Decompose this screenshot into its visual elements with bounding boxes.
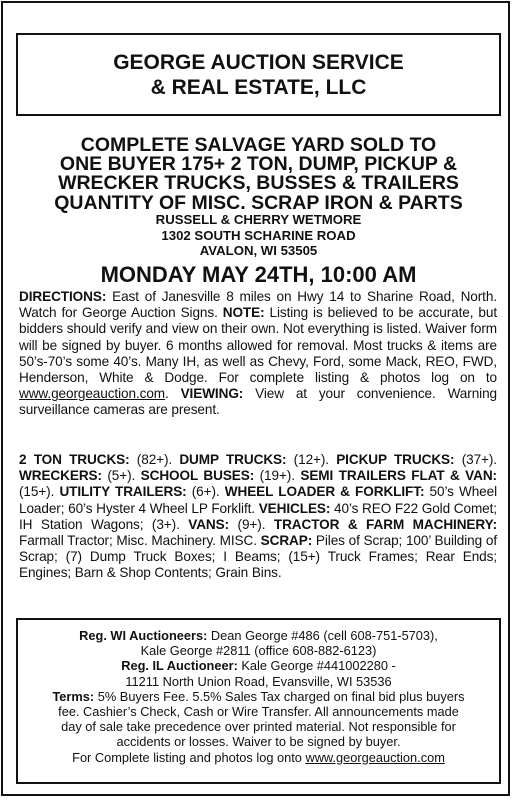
terms-line: fee. Cashier’s Check, Cash or Wire Transfer. All announcements made — [58, 704, 459, 720]
inventory-label: VANS: — [188, 516, 230, 532]
inventory-label: SEMI TRAILERS FLAT & VAN: — [300, 468, 497, 484]
terms-box — [16, 618, 501, 784]
inventory-label: SCHOOL BUSES: — [140, 468, 255, 484]
website-link[interactable]: www.georgeauction.com — [19, 386, 165, 402]
headline-line: ONE BUYER 175+ 2 TON, DUMP, PICKUP & — [59, 153, 458, 176]
company-header-box — [16, 33, 501, 116]
wi-auctioneers-label: Reg. WI Auctioneers: — [79, 628, 208, 643]
inventory-text: Piles of Scrap; 100’ Building of Scrap; (7) Dump Truck Boxes; I Beams; (15+) Truck Frames; Rear Ends; Engines; Barn & Shop Contents; Grain Bins. — [19, 533, 497, 581]
terms-line: day of sale take precedence over printed material. Not responsible for — [61, 719, 456, 735]
directions-label: DIRECTIONS: — [19, 289, 107, 304]
city-state-zip: AVALON, WI 53505 — [199, 243, 318, 258]
inventory-label: SCRAP: — [260, 533, 313, 549]
terms-label: Terms: — [52, 688, 95, 704]
auction-ad — [1, 1, 510, 796]
inventory-label: PICKUP TRUCKS: — [336, 452, 455, 467]
footer-line — [28, 750, 489, 765]
note-text: Listing is believed to be accurate, but bidders should verify and view on their own. Not everything is listed. Waiver form will be signed by buyer. 6 months allowed for removal. Most trucks & items are 50’s-70’s some 40’s. Many IH, as well as Chevy, Ford, some Mack, REO, FWD, Henderson, White & Dodge. For complete listing & photos log on to — [19, 305, 498, 386]
terms-line — [28, 689, 489, 704]
inventory-label: WRECKERS: — [19, 468, 102, 484]
terms-line: accidents or losses. Waiver to be signed by buyer. — [116, 734, 401, 750]
inventory-text: (5+). — [101, 468, 141, 484]
inventory-text: 50’s Wheel Loader; 60’s Hyster 4 Wheel LP Forklift. — [19, 484, 497, 516]
inventory-label: TRACTOR & FARM MACHINERY: — [273, 516, 497, 532]
viewing-label: VIEWING: — [180, 386, 244, 402]
headline-line: COMPLETE SALVAGE YARD SOLD TO — [80, 134, 437, 156]
directions-paragraph — [19, 289, 497, 419]
inventory-text: (12+). — [286, 452, 337, 467]
viewing-text: View at your convenience. Warning surveillance cameras are present. — [19, 386, 497, 418]
directions-text: East of Janesville 8 miles on Hwy 14 to Sharine Road, North. Watch for George Auction Signs. — [19, 289, 497, 321]
inventory-text: (9+). — [229, 516, 274, 532]
wi-auctioneers-line2: Kale George #2811 (office 608-882-6123) — [140, 643, 377, 659]
street-address: 1302 SOUTH SCHARINE ROAD — [161, 227, 356, 243]
inventory-text: Farmall Tractor; Misc. Machinery. MISC. — [19, 533, 261, 549]
after-website-text: . — [165, 386, 181, 402]
inventory-label: 2 TON TRUCKS: — [19, 452, 130, 467]
il-auctioneer-label: Reg. IL Auctioneer: — [121, 658, 238, 674]
wi-auctioneers-line — [28, 628, 489, 643]
headline-line: QUANTITY OF MISC. SCRAP IRON & PARTS — [54, 191, 463, 214]
wi-auctioneers-text: Dean George #486 (cell 608-751-5703), — [207, 628, 438, 643]
company-name-line2: & REAL ESTATE, LLC — [150, 76, 367, 99]
inventory-text: (19+). — [254, 468, 301, 484]
sale-headline — [16, 136, 501, 213]
auction-date: MONDAY MAY 24TH, 10:00 AM — [100, 262, 417, 287]
il-auctioneer-address: 11211 North Union Road, Evansville, WI 53536 — [125, 673, 392, 689]
inventory-text: (15+). — [19, 484, 60, 500]
company-name: GEORGE AUCTION SERVICE — [113, 51, 404, 74]
footer-website-link[interactable]: www.georgeauction.com — [305, 749, 445, 765]
inventory-text: (6+). — [186, 484, 225, 500]
inventory-label: DUMP TRUCKS: — [179, 452, 287, 467]
inventory-text: (82+). — [129, 452, 180, 467]
inventory-label: UTILITY TRAILERS: — [59, 484, 187, 500]
inventory-paragraph — [19, 452, 497, 582]
inventory-text: 40’s REO F22 Gold Comet; IH Station Wagons; (3+). — [19, 500, 497, 532]
note-label: NOTE: — [222, 305, 265, 321]
seller-name: RUSSELL & CHERRY WETMORE — [155, 212, 362, 227]
inventory-text: (37+). — [454, 452, 497, 467]
inventory-label: VEHICLES: — [258, 500, 331, 516]
seller-address — [16, 212, 501, 259]
terms-text: 5% Buyers Fee. 5.5% Sales Tax charged on final bid plus buyers — [94, 688, 465, 704]
il-auctioneer-text: Kale George #441002280 - — [237, 658, 396, 674]
il-auctioneer-line — [28, 658, 489, 673]
footer-text: For Complete listing and photos log onto — [72, 749, 306, 765]
headline-line: WRECKER TRUCKS, BUSSES & TRAILERS — [58, 172, 459, 195]
inventory-label: WHEEL LOADER & FORKLIFT: — [224, 484, 425, 500]
